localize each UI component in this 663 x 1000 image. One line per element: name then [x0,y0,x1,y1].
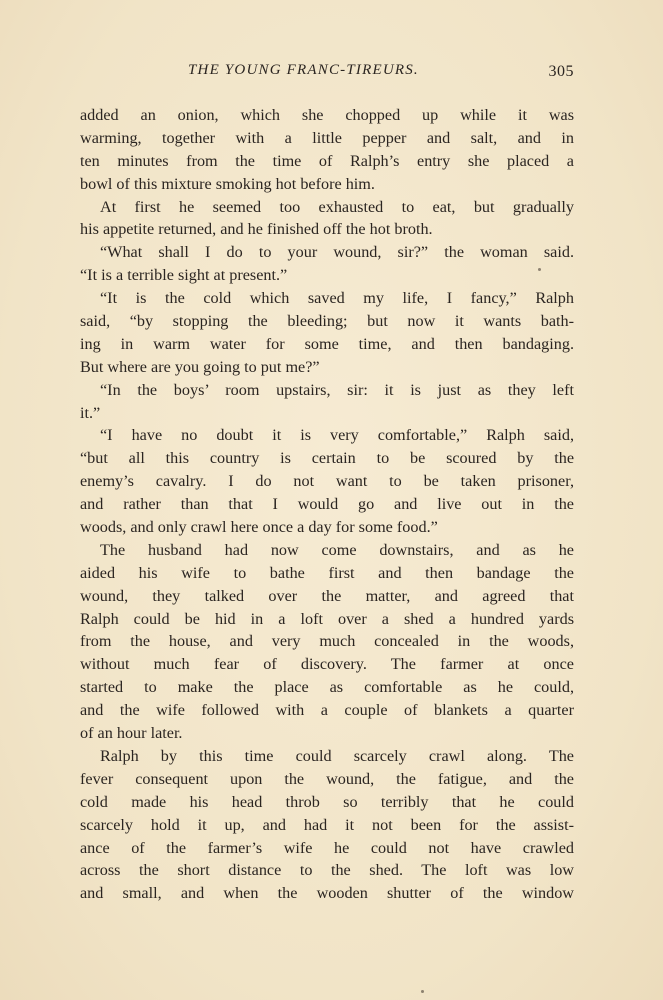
body-text [80,104,574,905]
text-line: warming, together with a little pepper and salt, and in [80,128,574,147]
text-line: aided his wife to bathe first and then bandage the [80,563,574,582]
text-line: At first he seemed too exhausted to eat, but gradually [100,197,574,216]
text-line: started to make the place as comfortable as he could, [80,678,574,697]
text-line: said, “by stopping the bleeding; but now it wants bath- [80,312,574,331]
print-speck [421,990,424,993]
text-line: from the house, and very much concealed in the woods, [80,632,574,651]
text-line: enemy’s cavalry. I do not want to be taken prisoner, [80,472,574,491]
text-line: bowl of this mixture smoking hot before him. [80,174,375,193]
text-line: Ralph by this time could scarcely crawl along. The [100,746,574,765]
print-speck [538,268,541,271]
text-line: “It is a terrible sight at present.” [80,266,288,285]
page-header [80,62,574,86]
text-line: ten minutes from the time of Ralph’s entry she placed a [80,151,574,170]
text-line: The husband had now come downstairs, and as he [100,540,574,559]
text-line: and small, and when the wooden shutter of the window [80,884,574,903]
text-line: “It is the cold which saved my life, I fancy,” Ralph [100,289,574,308]
text-line: his appetite returned, and he finished off the hot broth. [80,220,433,239]
text-line: across the short distance to the shed. The loft was low [80,861,574,880]
page-number: 305 [548,63,574,80]
text-line: fever consequent upon the wound, the fatigue, and the [80,769,574,788]
text-line: “What shall I do to your wound, sir?” the woman said. [100,243,574,262]
text-line: without much fear of discovery. The farmer at once [80,655,574,674]
text-line: “but all this country is certain to be scoured by the [80,449,574,468]
text-line: Ralph could be hid in a loft over a shed a hundred yards [80,609,574,628]
text-line: “In the boys’ room upstairs, sir: it is just as they left [100,380,574,399]
text-line: wound, they talked over the matter, and agreed that [80,586,574,605]
text-line: ing in warm water for some time, and then bandaging. [80,334,574,353]
text-line: added an onion, which she chopped up while it was [80,106,574,124]
text-line: scarcely hold it up, and had it not been for the assist- [80,815,574,834]
text-line: But where are you going to put me?” [80,357,320,376]
text-line: woods, and only crawl here once a day for some food.” [80,518,438,537]
text-line: and the wife followed with a couple of blankets a quarter [80,701,574,720]
text-line: cold made his head throb so terribly that he could [80,792,574,811]
text-line: and rather than that I would go and live out in the [80,495,574,514]
running-title: THE YOUNG FRANC-TIREURS. [188,62,419,78]
text-line: “I have no doubt it is very comfortable,” Ralph said, [100,426,574,445]
text-line: of an hour later. [80,724,183,743]
text-line: it.” [80,403,101,422]
text-line: ance of the farmer’s wife he could not have crawled [80,838,574,857]
